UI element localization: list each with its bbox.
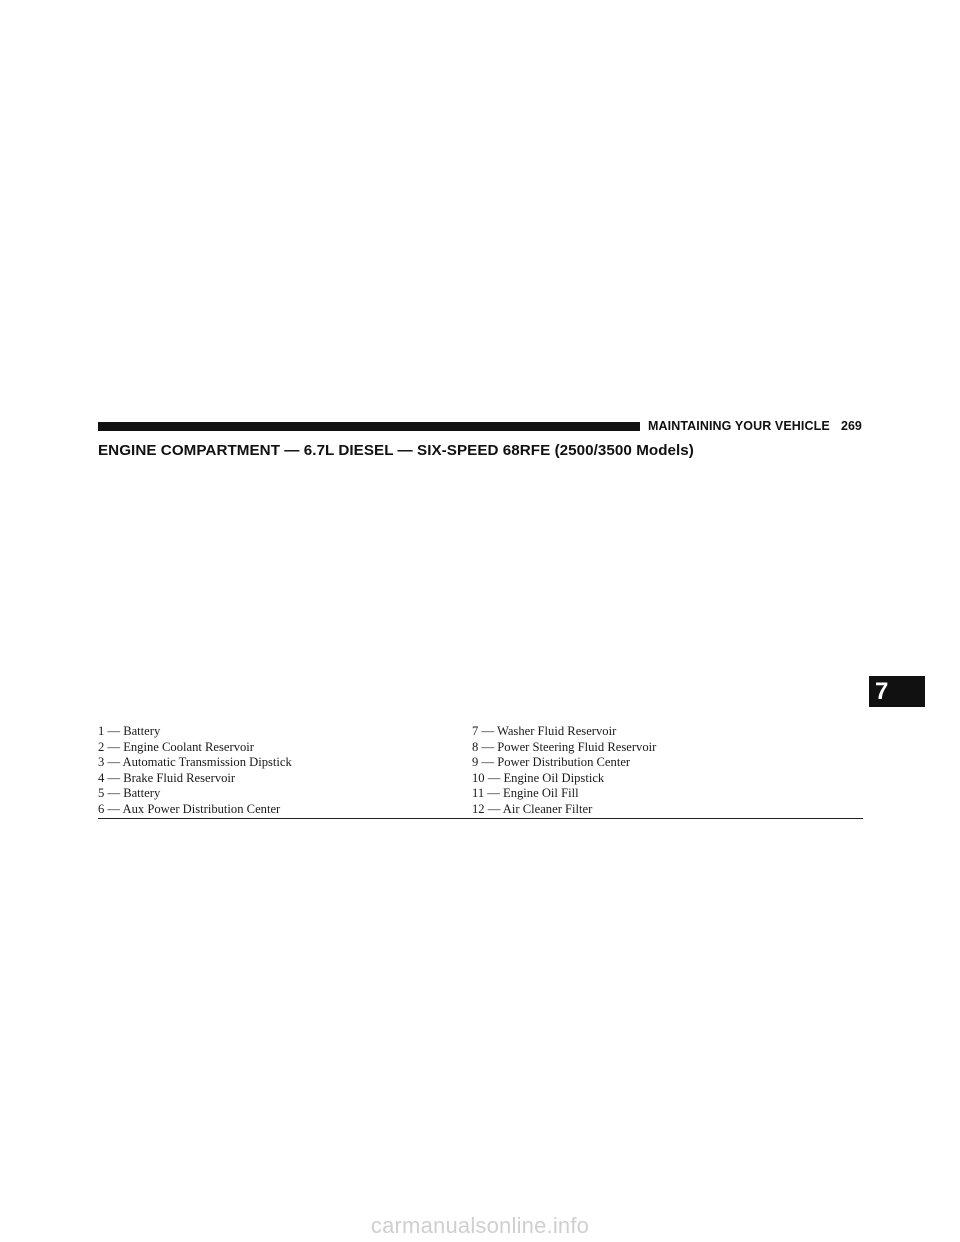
legend-item: 11 — Engine Oil Fill xyxy=(472,786,579,800)
legend-column-right xyxy=(472,724,656,817)
legend-item: 10 — Engine Oil Dipstick xyxy=(472,770,605,785)
legend-item: 12 — Air Cleaner Filter xyxy=(472,801,593,816)
header-bar xyxy=(98,422,640,431)
page-title: ENGINE COMPARTMENT — 6.7L DIESEL — SIX-SPEED 68RFE (2500/3500 Models) xyxy=(98,442,694,459)
legend-item: 2 — Engine Coolant Reservoir xyxy=(98,739,254,754)
section-header: MAINTAINING YOUR VEHICLE xyxy=(648,419,830,433)
page-number: 269 xyxy=(841,419,862,433)
legend-item: 9 — Power Distribution Center xyxy=(472,755,631,769)
legend-item: 1 — Battery xyxy=(98,724,161,738)
legend-item: 5 — Battery xyxy=(98,786,161,800)
legend-item: 6 — Aux Power Distribution Center xyxy=(98,801,281,816)
legend-divider xyxy=(98,818,863,819)
legend-item: 4 — Brake Fluid Reservoir xyxy=(98,770,236,785)
legend-item: 7 — Washer Fluid Reservoir xyxy=(472,724,617,738)
engine-compartment-figure xyxy=(98,470,863,718)
legend-item: 3 — Automatic Transmission Dipstick xyxy=(98,755,292,769)
chapter-tab: 7 xyxy=(869,676,925,707)
legend-item: 8 — Power Steering Fluid Reservoir xyxy=(472,739,657,754)
watermark: carmanualsonline.info xyxy=(370,1213,590,1238)
legend-column-left xyxy=(98,724,292,817)
